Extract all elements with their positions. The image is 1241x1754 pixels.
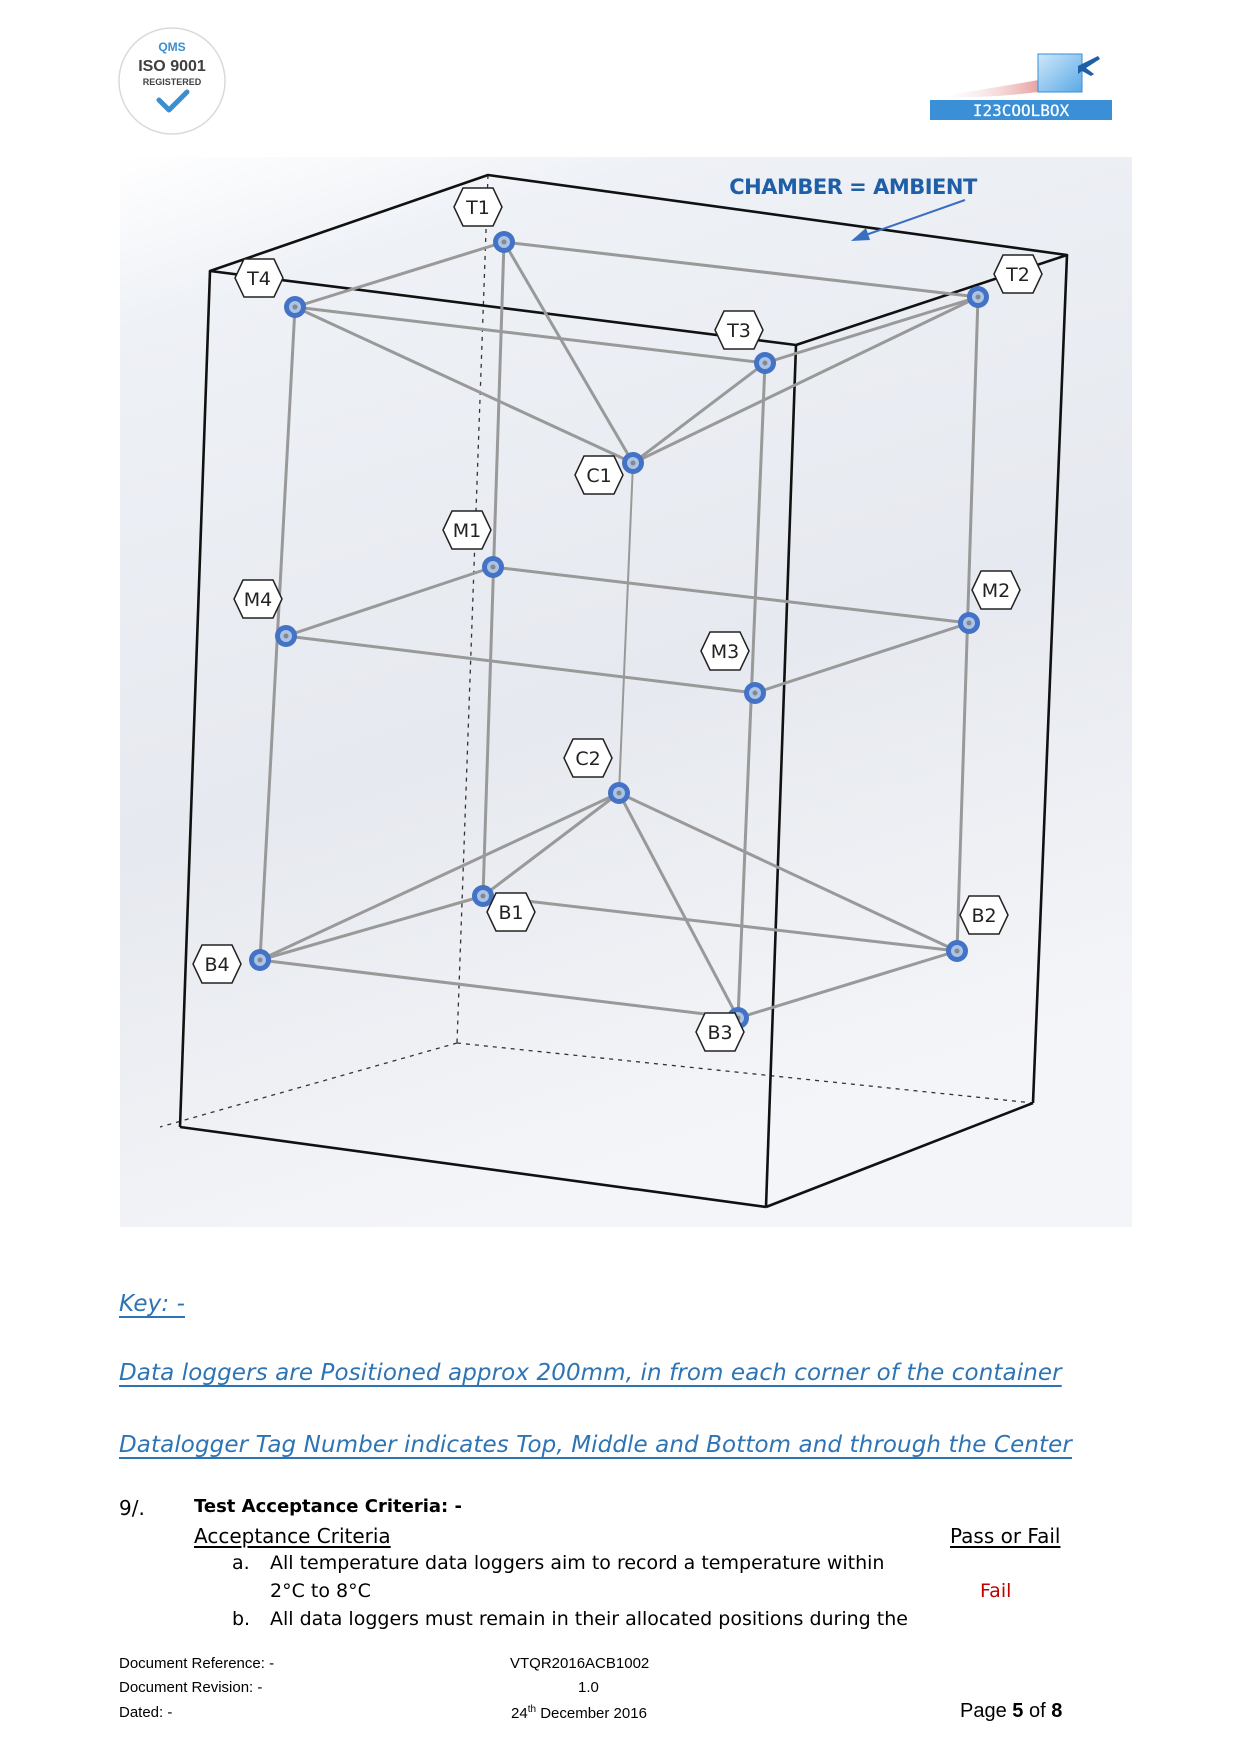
- logger-tag-label: B3: [707, 1022, 733, 1044]
- pass-fail-column-header: Pass or Fail: [950, 1524, 1061, 1548]
- logger-tag-label: M1: [452, 520, 482, 542]
- logger-node-center: [955, 949, 960, 954]
- page-indicator: [960, 1700, 1062, 1723]
- logger-node-center: [967, 621, 972, 626]
- logger-node-center: [763, 361, 768, 366]
- logger-tag-label: B4: [204, 954, 230, 976]
- logger-node-center: [976, 295, 981, 300]
- logger-tag-label: B2: [971, 905, 997, 927]
- brand-name-text: I23COOLBOX: [972, 101, 1070, 120]
- logger-tag-label: C2: [575, 748, 601, 770]
- diagram-background: [120, 157, 1132, 1227]
- iso-standard-text: ISO 9001: [138, 58, 206, 75]
- document-revision-value: 1.0: [578, 1679, 599, 1696]
- document-reference-value: VTQR2016ACB1002: [510, 1655, 650, 1672]
- logger-node-center: [258, 958, 263, 963]
- logger-tag-label: T3: [727, 320, 751, 342]
- criteria-item-marker: b.: [232, 1608, 251, 1630]
- registered-text: REGISTERED: [142, 77, 202, 87]
- logger-node-center: [502, 240, 507, 245]
- logger-tag-label: C1: [586, 465, 612, 487]
- criteria-item-text: All data loggers must remain in their allocated positions during the: [270, 1608, 908, 1630]
- logger-node-center: [491, 565, 496, 570]
- criteria-item-text-continued: 2°C to 8°C: [270, 1580, 371, 1602]
- date-rest: December 2016: [536, 1705, 647, 1722]
- criteria-item-text: All temperature data loggers aim to record a temperature within: [270, 1552, 885, 1574]
- logger-node-center: [631, 461, 636, 466]
- logger-tag-label: T2: [1006, 264, 1030, 286]
- logger-tag-label: M3: [710, 641, 740, 663]
- section-heading: Test Acceptance Criteria: -: [194, 1496, 462, 1517]
- acceptance-criteria-column-header: Acceptance Criteria: [194, 1524, 391, 1548]
- logger-position-diagram: [120, 157, 1132, 1227]
- dated-label: Dated: -: [119, 1704, 173, 1721]
- logger-node-center: [284, 634, 289, 639]
- date-suffix: th: [527, 1704, 537, 1715]
- document-reference-label: Document Reference: -: [119, 1655, 275, 1672]
- logger-tag-label: T4: [247, 268, 271, 290]
- i23coolbox-logo: [928, 50, 1112, 124]
- key-heading: Key: -: [119, 1291, 185, 1317]
- page-current: 5: [1012, 1700, 1024, 1722]
- logger-tag-label: B1: [498, 902, 524, 924]
- key-tag-number-note: Datalogger Tag Number indicates Top, Middle and Bottom and through the Center: [119, 1432, 1072, 1458]
- qms-iso-badge: [117, 26, 227, 136]
- logger-tag-label: M4: [243, 589, 273, 611]
- page-prefix: Page: [960, 1700, 1013, 1722]
- logger-node-center: [481, 894, 486, 899]
- page-total: 8: [1051, 1700, 1063, 1722]
- dated-value: [511, 1704, 647, 1722]
- key-logger-placement-note: Data loggers are Positioned approx 200mm, in from each corner of the container: [119, 1360, 1062, 1386]
- criteria-item-marker: a.: [232, 1552, 250, 1574]
- document-revision-label: Document Revision: -: [119, 1679, 263, 1696]
- logger-node-center: [293, 305, 298, 310]
- logger-node-center: [753, 691, 758, 696]
- logger-tag-label: T1: [466, 197, 490, 219]
- page-of: of: [1023, 1700, 1052, 1722]
- qms-brand-text: QMS: [158, 40, 186, 54]
- date-day: 24: [511, 1705, 528, 1722]
- criteria-item-result: Fail: [980, 1580, 1012, 1602]
- chamber-ambient-label: CHAMBER = AMBIENT: [729, 175, 977, 199]
- section-number: 9/.: [119, 1496, 145, 1520]
- logger-node-center: [617, 791, 622, 796]
- logger-tag-label: M2: [981, 580, 1011, 602]
